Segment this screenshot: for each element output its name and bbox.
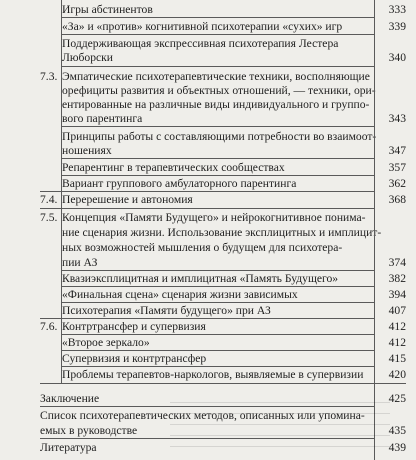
toc-entry-page: 412	[388, 320, 406, 333]
leader-rule	[62, 158, 374, 159]
column-divider	[374, 0, 375, 460]
toc-entry-title: Репарентинг в терапевтических сообществах	[62, 161, 285, 174]
toc-entry-page: 425	[388, 392, 406, 405]
toc-entry-page: 339	[388, 20, 406, 33]
toc-entry-page: 382	[388, 272, 406, 285]
toc-entry-title: Концепция «Памяти Будущего» и нейрокогнитивное понима-	[62, 211, 366, 224]
toc-entry-title: Квазиэксплицитная и имплицитная «Память Будущего»	[62, 272, 339, 285]
toc-entry-title: «За» и «против» когнитивной психотерапии «сухих» игр	[62, 20, 343, 33]
toc-entry-page: 374	[388, 256, 406, 269]
toc-entry-page: 415	[388, 352, 406, 365]
toc-entry-title-cont: ентированные на различные виды индивидуального и группо-	[62, 98, 370, 111]
toc-entry-page: 368	[388, 193, 406, 206]
leader-rule	[62, 350, 374, 351]
toc-entry-page: 407	[388, 304, 406, 317]
toc-entry-page: 357	[388, 161, 406, 174]
leader-rule	[62, 334, 374, 335]
leader-rule	[62, 286, 374, 287]
leader-rule	[62, 366, 374, 367]
toc-entry-title: Вариант группового амбулаторного парентинга	[62, 177, 297, 190]
leader-rule	[40, 318, 374, 319]
toc-entry-page: 333	[388, 3, 406, 16]
toc-entry-page: 343	[388, 112, 406, 125]
toc-entry-title-cont: емых в руководстве	[40, 424, 138, 437]
column-divider	[61, 0, 62, 383]
toc-entry-title: Перерешение и автономия	[62, 193, 193, 206]
toc-entry-title: Проблемы терапевтов-наркологов, выявляемые в супервизии	[62, 368, 364, 381]
toc-entry-title-cont: пии АЗ	[62, 256, 98, 269]
toc-entry-page: 412	[388, 336, 406, 349]
toc-entry-title: «Второе зеркало»	[62, 336, 150, 349]
show-through-texture	[170, 392, 390, 452]
toc-entry-page: 340	[388, 51, 406, 64]
toc-section-number: 7.5.	[40, 211, 58, 224]
leader-rule	[40, 208, 374, 209]
toc-entry-title-cont: вого парентинга	[62, 112, 143, 125]
toc-entry-title: Поддерживающая экспрессивная психотерапия Лестера	[62, 37, 339, 50]
toc-entry-page: 394	[388, 288, 406, 301]
toc-section-number: 7.3.	[40, 70, 58, 83]
toc-entry-title: Заключение	[40, 392, 100, 405]
toc-entry-title: Эмпатические психотерапевтические техники, восполняющие	[62, 70, 370, 83]
toc-entry-page: 439	[388, 441, 406, 454]
toc-entry-title-cont: ных возможностей мышления о будущем для психотера-	[62, 241, 343, 254]
leader-rule	[62, 66, 374, 67]
leader-rule	[62, 270, 374, 271]
toc-entry-title: Литература	[40, 441, 97, 454]
toc-entry-title: «Финальная сцена» сценария жизни зависимых	[62, 288, 298, 301]
toc-entry-page: 347	[388, 144, 406, 157]
toc-entry-title-cont: орефициты развития и объектных отношений, — техники, ори-	[62, 84, 376, 97]
toc-entry-page: 362	[388, 177, 406, 190]
toc-entry-title: Принципы работы с составляющими потребности во взаимоот-	[62, 130, 377, 143]
toc-entry-title-cont: ние сценария жизни. Использование эксплицитных и имплицит-	[62, 226, 382, 239]
leader-rule	[62, 126, 374, 127]
leader-rule	[40, 383, 406, 384]
toc-entry-title: Контртрансфер и супервизия	[62, 320, 206, 333]
toc-entry-title: Игры абстинентов	[62, 3, 153, 16]
toc-entry-page: 420	[388, 368, 406, 381]
toc-entry-title-cont: Люборски	[62, 51, 114, 64]
toc-entry-page: 435	[388, 424, 406, 437]
toc-section-number: 7.4.	[40, 193, 58, 206]
toc-entry-title: Супервизия и контртрансфер	[62, 352, 207, 365]
leader-rule	[62, 17, 374, 18]
leader-rule	[62, 302, 374, 303]
toc-entry-title: Психотерапия «Памяти будущего» при АЗ	[62, 304, 271, 317]
leader-rule	[40, 191, 374, 192]
toc-entry-title-cont: ношениях	[62, 144, 112, 157]
toc-section-number: 7.6.	[40, 320, 58, 333]
toc-entry-title: Список психотерапевтических методов, описанных или упомина-	[40, 409, 365, 422]
leader-rule	[62, 34, 374, 35]
leader-rule	[62, 175, 374, 176]
